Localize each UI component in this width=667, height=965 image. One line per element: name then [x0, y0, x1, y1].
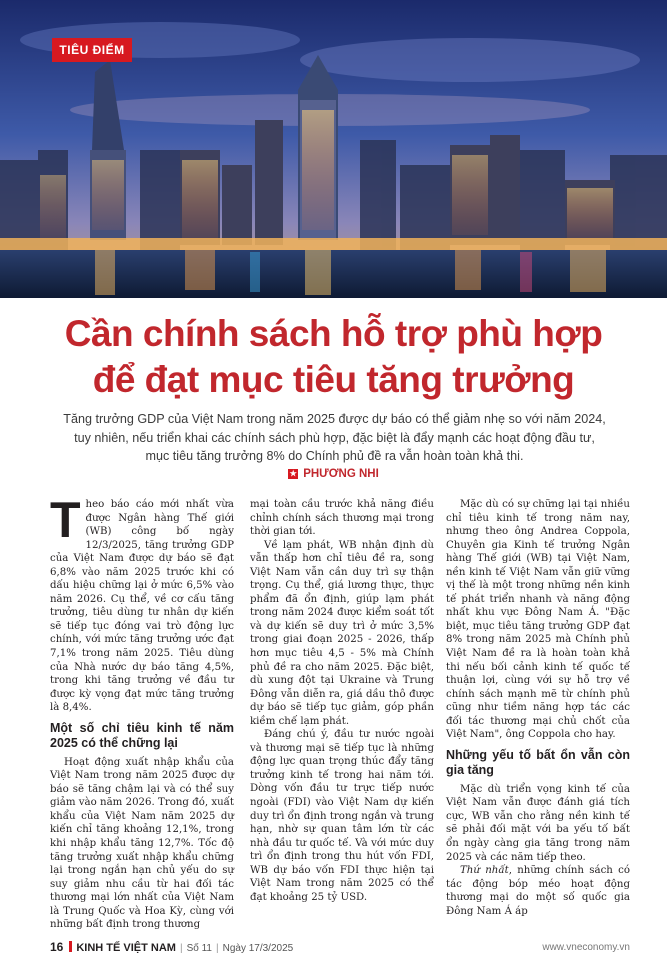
author-name: PHƯƠNG NHI — [303, 468, 379, 480]
issue-date: Ngày 17/3/2025 — [222, 943, 294, 954]
article-title-line-1: Cần chính sách hỗ trợ phù hợp — [64, 313, 603, 354]
page-number: 16 — [50, 940, 64, 954]
drop-cap: T — [50, 492, 81, 548]
page-footer: 16 KINH TẾ VIỆT NAM | Số 11 | Ngày 17/3/2025 www.vneconomy.vn — [50, 940, 630, 954]
paragraph: Mặc dù triển vọng kinh tế của Việt Nam vẫn được đánh giá tích cực, WB vẫn cho rằng nền kinh tế sẽ phải đối mặt với ba yếu tố bất ổn ngày càng gia tăng trong năm 2025 và các năm tiếp theo. — [446, 783, 630, 863]
paragraph: Hoạt động xuất nhập khẩu của Việt Nam trong năm 2025 được dự báo sẽ tăng chậm lại và có thể suy giảm vào năm 2026. Trong đó, xuất khẩu của Việt Nam năm 2025 dự kiến chỉ tăng khoảng 12,1%, trong khi nhập khẩu tăng 12,7%. Tốc độ tăng trưởng xuất nhập khẩu chững lại trong ngắn hạn chủ yếu do sự suy giảm nhu cầu từ hai đối tác thương mại lớn nhất của Việt Nam là Trung Quốc và Hoa Kỳ, cùng với những bất định trong thương — [50, 756, 234, 931]
footer-divider — [69, 941, 72, 952]
issue-number: Số 11 — [186, 943, 212, 954]
paragraph: Mặc dù có sự chững lại tại nhiều chỉ tiêu kinh tế trong năm nay, nhưng theo ông Andrea Coppola, Chuyên gia Kinh tế trưởng Ngân hàng Thế giới (WB) tại Việt Nam, nền kinh tế Việt Nam vẫn giữ vững vị thế là một trong những nền kinh tế phát triển nhanh và năng động nhất khu vực Đông Nam Á. "Đặc biệt, mục tiêu tăng trưởng GDP đạt 8% trong năm 2025 mà Chính phủ Việt Nam đề ra là hoàn toàn khả thi nếu bối cảnh kinh tế quốc tế thuận lợi, cùng với sự hỗ trợ về chính sách mạnh mẽ từ chính phủ cũng như tiềm năng hợp tác các đối tác thương mại chủ chốt của Việt Nam", ông Coppola cho hay. — [446, 499, 630, 741]
subheading: Những yếu tố bất ổn vẫn còn gia tăng — [446, 747, 630, 777]
paragraph: Đáng chú ý, đầu tư nước ngoài và thương mại sẽ tiếp tục là những động lực quan trọng thúc đẩy tăng trưởng kinh tế trong hai năm tới. Dòng vốn đầu tư trực tiếp nước ngoài (FDI) vào Việt Nam dự kiến duy trì ổn định trong ngắn và trung hạn, nhờ sự quan tâm lớn từ các nhà đầu tư quốc tế. Và với mức duy trì ổn định trong thu hút vốn FDI, WB dự báo vốn FDI thực hiện tại Việt Nam trong năm 2025 có thể đạt khoảng 25 tỷ USD. — [250, 729, 434, 903]
subheading: Một số chỉ tiêu kinh tế năm 2025 có thể chững lại — [50, 720, 234, 750]
article-column-1 — [50, 492, 234, 932]
paragraph: Về lạm phát, WB nhận định dù vẫn thấp hơn chỉ tiêu đề ra, song Việt Nam vẫn cần duy trì sự thận trọng. Cụ thể, giá lương thực, thực phẩm đã ổn định, giúp lạm phát trong năm 2024 được kiểm soát tốt và dự kiến sẽ duy trì ở mức 3,5% trong giai đoạn 2025 - 2026, thấp hơn mục tiêu 4,5 - 5% mà Chính phủ đề ra cho năm 2025. Đặc biệt, dù xung đột tại Ukraine và Trung Đông vẫn diễn ra, giá dầu thô được dự báo sẽ tiếp tục giảm, góp phần kiềm chế lạm phát. — [250, 539, 434, 727]
paragraph: mại toàn cầu trước khả năng điều chỉnh chính sách thương mại trong thời gian tới. — [250, 499, 434, 538]
hero-image — [0, 0, 667, 298]
article-title-line-2: để đạt mục tiêu tăng trưởng — [92, 359, 575, 400]
article-column-3 — [446, 498, 630, 918]
article-column-2 — [250, 498, 434, 904]
section-tag: TIÊU ĐIỂM — [52, 38, 132, 62]
magazine-name: KINH TẾ VIỆT NAM — [76, 942, 176, 954]
website-link[interactable]: www.vneconomy.vn — [542, 942, 630, 953]
flag-icon: ★ — [289, 468, 297, 478]
paragraph: Theo báo cáo mới nhất vừa được Ngân hàng Thế giới (WB) công bố ngày 12/3/2025, tăng trưởng GDP của Việt Nam được dự báo sẽ đạt 6,8% vào năm 2025 trước khi có dấu hiệu chững lại ở mức 6,5% vào năm 2026. Cụ thể, về cơ cấu tăng trưởng, tiêu dùng tư nhân dự kiến sẽ tiếp tục đóng vai trò động lực chính, với mức tăng trưởng ước đạt 7,1% trong năm 2025. Tiêu dùng của Nhà nước dự báo tăng 4,5%, trong khi tăng trưởng về đầu tư được kỳ vọng đạt mức tăng trưởng là 8,4%. — [50, 492, 234, 714]
paragraph: Thứ nhất, những chính sách có tác động bóp méo hoạt động thương mại do một số quốc gia Đông Nam Á áp — [446, 865, 630, 917]
article-lead: Tăng trưởng GDP của Việt Nam trong năm 2025 được dự báo có thể giảm nhẹ so với năm 2024, tuy nhiên, nếu triển khai các chính sách phù hợp, đặc biệt là đẩy mạnh các hoạt động đầu tư, mục tiêu tăng trưởng 8% do Chính phủ đề ra vẫn hoàn toàn khả thi. — [63, 412, 606, 463]
author-byline — [0, 468, 667, 480]
